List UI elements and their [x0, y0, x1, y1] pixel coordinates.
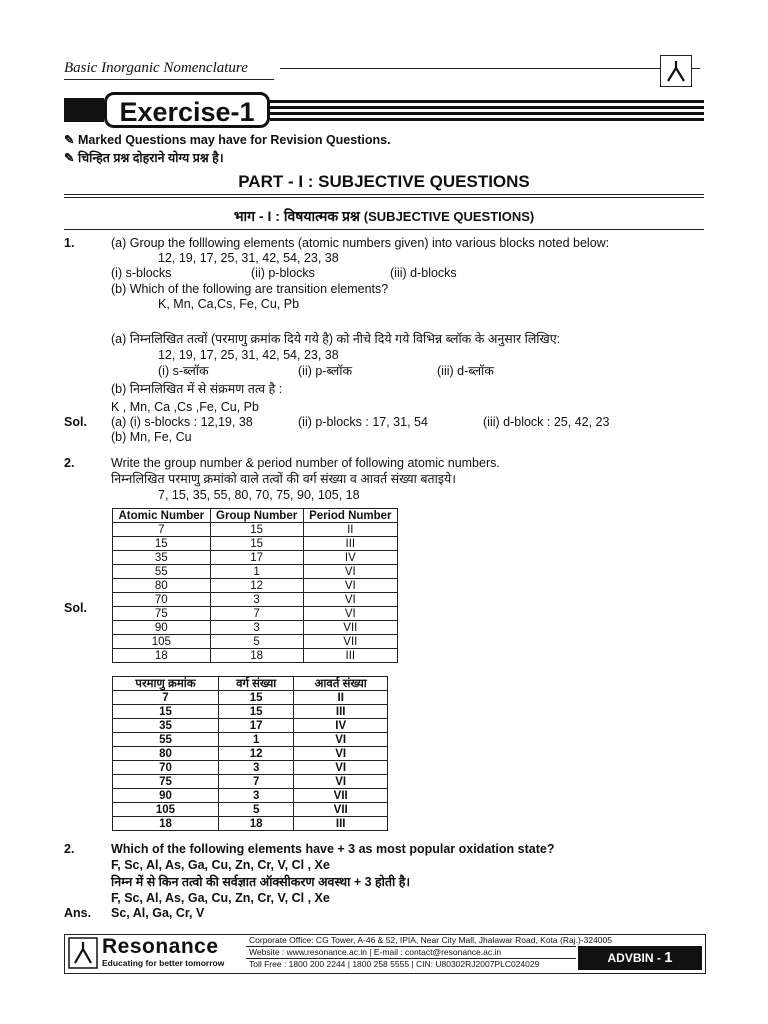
q1-part-b: (b) Which of the following are transition elements?	[111, 282, 389, 296]
table-cell: IV	[303, 551, 397, 565]
q3-ans-label: Ans.	[64, 906, 92, 920]
marked-note-en: ✎ Marked Questions may have for Revision Questions.	[64, 133, 391, 147]
table-row	[113, 775, 388, 789]
table-cell: 105	[113, 635, 211, 649]
table-cell: 17	[210, 551, 303, 565]
table-cell: 15	[113, 705, 219, 719]
table-cell: VI	[303, 593, 397, 607]
q3-list-hi: F, Sc, Al, As, Ga, Cu, Zn, Cr, V, Cl , Xe	[111, 891, 330, 905]
table-row	[113, 691, 388, 705]
table-row	[113, 705, 388, 719]
table-cell: 55	[113, 565, 211, 579]
table-cell: 3	[218, 789, 293, 803]
table-cell: VI	[294, 761, 388, 775]
exercise-bar-lines	[270, 100, 704, 122]
table-cell: 7	[218, 775, 293, 789]
q1-opt3-hi: (iii) d-ब्लॉक	[437, 364, 494, 378]
table-header: आवर्त संख्या	[294, 677, 388, 691]
table-cell: 3	[218, 761, 293, 775]
table-cell: 90	[113, 789, 219, 803]
footer-page-code: ADVBIN - 1	[578, 946, 702, 970]
part-rule-bottom	[64, 197, 704, 198]
table-cell: III	[303, 649, 397, 663]
q1-sol-label: Sol.	[64, 415, 87, 429]
q3-text-hi: निम्न में से किन तत्वो की सर्वज्ञात ऑक्सीकरण अवस्था + 3 होती है।	[111, 875, 411, 889]
table-cell: VII	[294, 789, 388, 803]
q1-opt1-hi: (i) s-ब्लॉक	[158, 364, 209, 378]
exercise-title: Exercise-1	[104, 92, 270, 128]
q3-text: Which of the following elements have + 3 as most popular oxidation state?	[111, 842, 555, 856]
table-cell: 7	[113, 691, 219, 705]
header-logo	[660, 55, 692, 87]
q1-sol-b: (b) Mn, Fe, Cu	[111, 430, 192, 444]
table-cell: 55	[113, 733, 219, 747]
q1-opt2-hi: (ii) p-ब्लॉक	[298, 364, 353, 378]
table-header: परमाणु क्रमांक	[113, 677, 219, 691]
table-row	[113, 565, 398, 579]
q2-table-hi	[112, 676, 388, 831]
table-cell: VI	[294, 775, 388, 789]
table-row	[113, 789, 388, 803]
q1-part-a: (a) Group the folllowing elements (atomic numbers given) into various blocks noted below:	[111, 236, 610, 250]
table-cell: 105	[113, 803, 219, 817]
table-cell: VI	[303, 579, 397, 593]
table-cell: 3	[210, 593, 303, 607]
table-header: वर्ग संख्या	[218, 677, 293, 691]
q1-sol-p: (ii) p-blocks : 17, 31, 54	[298, 415, 428, 429]
table-cell: VI	[303, 565, 397, 579]
q1-opt3: (iii) d-blocks	[390, 266, 457, 280]
table-header: Group Number	[210, 509, 303, 523]
table-cell: 12	[210, 579, 303, 593]
table-row	[113, 817, 388, 831]
table-cell: VII	[294, 803, 388, 817]
table-cell: 18	[113, 817, 219, 831]
table-cell: VII	[303, 621, 397, 635]
table-cell: 75	[113, 775, 219, 789]
table-row	[113, 593, 398, 607]
table-cell: 18	[210, 649, 303, 663]
table-cell: VI	[294, 747, 388, 761]
table-cell: 3	[210, 621, 303, 635]
bhag-rule	[64, 229, 704, 230]
q2-number: 2.	[64, 456, 75, 470]
footer-info	[246, 935, 612, 972]
exercise-bar-left	[64, 98, 104, 122]
table-cell: 70	[113, 761, 219, 775]
footer-web: Website : www.resonance.ac.in | E-mail : contact@resonance.ac.in	[246, 947, 576, 959]
table-cell: 70	[113, 593, 211, 607]
footer-logo	[66, 936, 242, 970]
table-cell: 5	[210, 635, 303, 649]
table-cell: 80	[113, 747, 219, 761]
table-cell: 7	[113, 523, 211, 537]
q2-text-hi: निम्नलिखित परमाणु क्रमांको वाले तत्वों की वर्ग संख्या व आवर्त संख्या बताइये।	[111, 472, 456, 486]
table-row	[113, 537, 398, 551]
table-cell: 12	[218, 747, 293, 761]
footer-tagline: Educating for better tomorrow	[102, 958, 225, 968]
table-cell: II	[294, 691, 388, 705]
table-cell: 15	[218, 691, 293, 705]
table-cell: 18	[218, 817, 293, 831]
table-row	[113, 621, 398, 635]
table-row	[113, 607, 398, 621]
footer-brand: Resonance	[102, 935, 219, 958]
q1-number: 1.	[64, 236, 75, 250]
table-header: Atomic Number	[113, 509, 211, 523]
table-row	[113, 635, 398, 649]
q3-list: F, Sc, Al, As, Ga, Cu, Zn, Cr, V, Cl , Xe	[111, 858, 330, 872]
q1-part-a-hi: (a) निम्नलिखित तत्वों (परमाणु क्रमांक दिये गये है) को नीचे दिये गये विभिन्न ब्लॉक के अनुसार लिखिए:	[111, 332, 561, 346]
q3-answer: Sc, Al, Ga, Cr, V	[111, 906, 205, 920]
part-rule-top	[64, 194, 704, 195]
table-cell: 35	[113, 551, 211, 565]
table-row	[113, 747, 388, 761]
header-rule	[64, 79, 274, 80]
q1-b-list: K, Mn, Ca,Cs, Fe, Cu, Pb	[158, 297, 300, 311]
q1-numbers-hi: 12, 19, 17, 25, 31, 42, 54, 23, 38	[158, 348, 339, 362]
table-cell: 15	[210, 537, 303, 551]
q1-numbers: 12, 19, 17, 25, 31, 42, 54, 23, 38	[158, 251, 339, 265]
table-cell: 15	[113, 537, 211, 551]
table-row	[113, 649, 398, 663]
table-cell: III	[294, 817, 388, 831]
part-title: PART - I : SUBJECTIVE QUESTIONS	[238, 172, 530, 191]
q1-opt2: (ii) p-blocks	[251, 266, 315, 280]
resonance-logo-icon	[661, 56, 691, 86]
q2-text: Write the group number & period number of following atomic numbers.	[111, 456, 500, 470]
q1-sol-a: (a) (i) s-blocks : 12,19, 38	[111, 415, 253, 429]
table-cell: VI	[303, 607, 397, 621]
table-cell: 15	[210, 523, 303, 537]
table-row	[113, 719, 388, 733]
resonance-logo-icon	[68, 937, 98, 969]
q3-number: 2.	[64, 842, 75, 856]
q2-numbers: 7, 15, 35, 55, 80, 70, 75, 90, 105, 18	[158, 488, 360, 502]
table-cell: 1	[210, 565, 303, 579]
table-cell: VII	[303, 635, 397, 649]
header-title: Basic Inorganic Nomenclature	[64, 60, 248, 76]
table-cell: 17	[218, 719, 293, 733]
table-cell: 75	[113, 607, 211, 621]
footer-office: Corporate Office: CG Tower, A-46 & 52, IPIA, Near City Mall, Jhalawar Road, Kota (Raj.)-324005	[246, 935, 576, 947]
table-cell: III	[294, 705, 388, 719]
header-rule-right	[280, 68, 700, 69]
table-cell: 1	[218, 733, 293, 747]
pencil-icon: ✎	[64, 133, 78, 147]
table-cell: VI	[294, 733, 388, 747]
table-row	[113, 551, 398, 565]
table-row	[113, 523, 398, 537]
q1-b-list-hi: K , Mn, Ca ,Cs ,Fe, Cu, Pb	[111, 400, 259, 414]
table-cell: 15	[218, 705, 293, 719]
q2-table-en	[112, 508, 398, 663]
table-cell: 90	[113, 621, 211, 635]
table-cell: 18	[113, 649, 211, 663]
table-cell: 7	[210, 607, 303, 621]
table-cell: II	[303, 523, 397, 537]
table-cell: III	[303, 537, 397, 551]
page-number: 1	[664, 949, 673, 966]
table-cell: 5	[218, 803, 293, 817]
marked-note-hi: ✎ चिन्हित प्रश्न दोहराने योग्य प्रश्न है।	[64, 151, 224, 165]
q2-sol-label: Sol.	[64, 601, 87, 615]
q1-part-b-hi: (b) निम्नलिखित में से संक्रमण तत्व है :	[111, 382, 283, 396]
bhag-title: भाग - I : विषयात्मक प्रश्न (SUBJECTIVE QUESTIONS)	[233, 208, 535, 224]
table-row	[113, 761, 388, 775]
q1-sol-d: (iii) d-block : 25, 42, 23	[483, 415, 610, 429]
pencil-icon: ✎	[64, 151, 78, 165]
table-cell: 35	[113, 719, 219, 733]
table-row	[113, 803, 388, 817]
table-row	[113, 579, 398, 593]
table-cell: 80	[113, 579, 211, 593]
footer-toll: Toll Free : 1800 200 2244 | 1800 258 5555 | CIN: U80302RJ2007PLC024029	[249, 959, 540, 969]
table-header: Period Number	[303, 509, 397, 523]
table-cell: IV	[294, 719, 388, 733]
q1-opt1: (i) s-blocks	[111, 266, 172, 280]
table-row	[113, 733, 388, 747]
